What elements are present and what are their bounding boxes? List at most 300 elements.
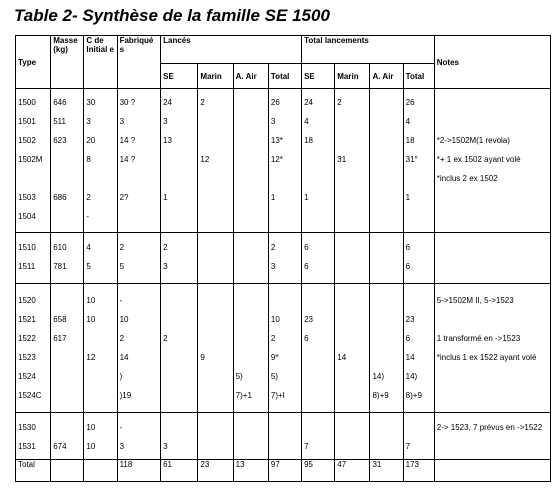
cell-line: 4 — [405, 117, 411, 126]
cell-line — [372, 418, 400, 437]
cell-line — [236, 93, 266, 112]
cell-line: 14 — [119, 353, 129, 362]
cell-line: 1522 — [18, 334, 36, 343]
cell-line — [163, 291, 195, 310]
cell-t-air — [370, 284, 403, 413]
cell-cde — [84, 233, 117, 284]
cell-line: 5 — [119, 262, 125, 271]
cell-line: 14) — [405, 372, 418, 381]
cell-t-se — [302, 233, 335, 284]
cell-t-se — [302, 89, 335, 233]
cell-line: 3 — [163, 262, 168, 271]
cell-line: 1504 — [18, 212, 36, 221]
group-row — [16, 284, 551, 413]
cell-line: 31° — [405, 155, 418, 164]
total-lances-se: 61 — [161, 460, 198, 482]
cell-line: 1 — [405, 193, 411, 202]
cell-line: 9* — [270, 353, 279, 362]
cell-cde — [84, 413, 117, 460]
cell-line: 14 ? — [119, 155, 136, 164]
cell-t-marin — [335, 284, 370, 413]
cell-line: 10 — [270, 315, 280, 324]
cell-line: 26 — [270, 98, 280, 107]
cell-line: 30 ? — [119, 98, 136, 107]
subheader-total-total: Total — [403, 64, 434, 89]
cell-line — [236, 131, 266, 150]
subheader-lances-air: A. Air — [233, 64, 268, 89]
cell-t-se — [302, 413, 335, 460]
cell-line — [337, 367, 367, 386]
cell-line — [200, 310, 230, 329]
header-masse: Masse (kg) — [51, 36, 84, 89]
cell-line: 1502 — [18, 136, 36, 145]
cell-line: 7)+I — [270, 391, 285, 400]
cell-line — [53, 386, 81, 405]
cell-line: 10 — [119, 315, 129, 324]
cell-line — [236, 310, 266, 329]
cell-line — [271, 291, 299, 310]
header-cde: C de Initial e — [84, 36, 117, 89]
table-body — [16, 89, 551, 482]
cell-line — [437, 238, 548, 257]
cell-line — [337, 169, 367, 188]
cell-line — [200, 257, 230, 276]
cell-line: 24 — [304, 98, 313, 107]
cell-line: *inclus 1 ex 1522 ayant volé — [436, 353, 537, 362]
cell-line — [200, 238, 230, 257]
cell-line — [372, 207, 400, 226]
cell-line — [337, 207, 367, 226]
cell-line: *inclus 2 ex 1502 — [436, 174, 498, 183]
cell-line: 3 — [270, 117, 276, 126]
cell-l-marin — [198, 284, 233, 413]
cell-line: 1503 — [18, 193, 36, 202]
cell-line: 5 — [86, 262, 91, 271]
cell-line — [200, 291, 230, 310]
cell-line: 646 — [53, 98, 67, 107]
cell-line: 1530 — [18, 423, 36, 432]
cell-line — [53, 418, 81, 437]
cell-line — [337, 257, 367, 276]
cell-line — [337, 418, 367, 437]
header-total-lancements: Total lancements — [302, 36, 435, 64]
cell-masse — [51, 89, 84, 233]
cell-line — [163, 367, 195, 386]
cell-line: 2? — [119, 193, 129, 202]
cell-line — [18, 169, 48, 188]
subheader-total-se: SE — [302, 64, 335, 89]
cell-line: 23 — [304, 315, 313, 324]
cell-line — [236, 329, 266, 348]
cell-l-total — [268, 233, 301, 284]
cell-line — [53, 367, 81, 386]
cell-line: 1524C — [18, 391, 42, 400]
cell-line — [304, 291, 332, 310]
cell-line — [437, 367, 548, 386]
cell-line — [86, 169, 114, 188]
cell-line — [86, 329, 114, 348]
cell-line — [163, 150, 195, 169]
cell-line — [406, 169, 432, 188]
cell-line — [236, 169, 266, 188]
cell-line — [120, 207, 159, 226]
group-row — [16, 413, 551, 460]
cell-t-air — [370, 233, 403, 284]
cell-line — [200, 418, 230, 437]
group-row — [16, 89, 551, 233]
cell-line — [304, 367, 332, 386]
cell-line — [337, 310, 367, 329]
cell-line — [86, 386, 114, 405]
cell-line: 6 — [405, 262, 411, 271]
cell-line — [236, 437, 266, 456]
cell-fab — [117, 89, 161, 233]
cell-line: 10 — [86, 296, 96, 305]
cell-line — [200, 169, 230, 188]
cell-line — [406, 207, 432, 226]
cell-line: 2 — [119, 243, 125, 252]
total-lances-total: 97 — [268, 460, 301, 482]
cell-cde — [84, 284, 117, 413]
cell-line — [163, 386, 195, 405]
subheader-lances-se: SE — [161, 64, 198, 89]
cell-t-marin — [335, 413, 370, 460]
cell-line: 10 — [86, 442, 96, 451]
header-fabriques: Fabriqué s — [117, 36, 161, 89]
cell-line — [337, 291, 367, 310]
cell-line: 3 — [119, 117, 125, 126]
cell-line — [53, 150, 81, 169]
cell-line: 8)+9 — [372, 391, 389, 400]
cell-line — [53, 207, 81, 226]
cell-masse — [51, 284, 84, 413]
cell-line: 2 — [86, 193, 91, 202]
cell-line — [271, 169, 299, 188]
cell-line: - — [119, 423, 123, 432]
cell-line: 2 — [337, 98, 342, 107]
cell-line — [337, 131, 367, 150]
synthesis-table — [15, 35, 551, 482]
cell-line: 3 — [119, 442, 125, 451]
cell-type — [16, 233, 51, 284]
cell-line — [271, 418, 299, 437]
cell-line — [236, 238, 266, 257]
cell-line — [163, 418, 195, 437]
cell-line: 24 — [163, 98, 173, 107]
cell-line — [372, 188, 400, 207]
cell-line: 1502M — [18, 155, 43, 164]
cell-l-air — [233, 233, 268, 284]
cell-line: 8 — [86, 155, 91, 164]
cell-t-marin — [335, 233, 370, 284]
cell-line: 10 — [86, 423, 96, 432]
header-lances: Lancés — [161, 36, 302, 64]
cell-line: 13 — [163, 136, 173, 145]
cell-line: 14 — [405, 353, 415, 362]
table-title: Table 2- Synthèse de la famille SE 1500 — [14, 6, 330, 25]
cell-line: - — [86, 212, 90, 221]
cell-line — [406, 418, 432, 437]
cell-line — [271, 207, 299, 226]
cell-line: 26 — [405, 98, 415, 107]
cell-notes — [434, 233, 550, 284]
cell-line — [236, 348, 266, 367]
cell-line — [120, 169, 159, 188]
cell-line — [437, 188, 548, 207]
cell-line: 1 — [163, 193, 168, 202]
cell-l-marin — [198, 413, 233, 460]
cell-line: 31 — [337, 155, 347, 164]
cell-line: 14 — [337, 353, 347, 362]
cell-line — [372, 310, 400, 329]
cell-line — [437, 93, 548, 112]
cell-line — [236, 150, 266, 169]
cell-l-se — [161, 233, 198, 284]
subheader-lances-total: Total — [268, 64, 301, 89]
cell-line: 12* — [270, 155, 283, 164]
cell-type — [16, 413, 51, 460]
cell-l-marin — [198, 89, 233, 233]
cell-line — [337, 329, 367, 348]
cell-line — [337, 437, 367, 456]
total-lancements-marin: 47 — [335, 460, 370, 482]
cell-line: 623 — [53, 136, 67, 145]
cell-line: 3 — [163, 442, 168, 451]
cell-line: 9 — [200, 353, 205, 362]
cell-line — [236, 418, 266, 437]
cell-line — [372, 169, 400, 188]
cell-line: 1501 — [18, 117, 36, 126]
cell-line: 1531 — [18, 442, 36, 451]
cell-type — [16, 284, 51, 413]
cell-line — [200, 188, 230, 207]
cell-line — [53, 348, 81, 367]
cell-line: 6 — [304, 334, 309, 343]
cell-line — [337, 386, 367, 405]
cell-line — [304, 150, 332, 169]
cell-line — [163, 169, 195, 188]
cell-t-air — [370, 413, 403, 460]
cell-line: 6 — [405, 334, 411, 343]
cell-line: 20 — [86, 136, 96, 145]
cell-line — [372, 257, 400, 276]
cell-line: 18 — [405, 136, 415, 145]
total-lancements-air: 31 — [370, 460, 403, 482]
cell-line: ) — [119, 372, 123, 381]
cell-line: *+ 1 ex 1502 ayant volé — [436, 155, 521, 164]
total-row — [16, 460, 551, 482]
subheader-lances-marin: Marin — [198, 64, 233, 89]
total-lances-air: 13 — [233, 460, 268, 482]
cell-line: 12 — [86, 353, 96, 362]
cell-line: 658 — [53, 315, 67, 324]
cell-line — [236, 188, 266, 207]
cell-line: 1 — [304, 193, 309, 202]
cell-line: 7 — [405, 442, 411, 451]
cell-line: 1520 — [18, 296, 36, 305]
group-row — [16, 233, 551, 284]
cell-l-total — [268, 284, 301, 413]
cell-line — [372, 238, 400, 257]
cell-masse — [51, 233, 84, 284]
cell-line — [304, 348, 332, 367]
cell-line — [304, 386, 332, 405]
cell-line: 2 — [270, 243, 276, 252]
cell-line — [53, 169, 81, 188]
cell-line — [200, 437, 230, 456]
cell-line — [304, 418, 332, 437]
cell-line: 5) — [270, 372, 279, 381]
cell-line — [437, 310, 548, 329]
cell-line: 1523 — [18, 353, 36, 362]
cell-line — [437, 386, 548, 405]
cell-t-total — [403, 284, 434, 413]
header-notes: Notes — [434, 36, 550, 89]
cell-line — [200, 112, 230, 131]
cell-line: 3 — [270, 262, 276, 271]
cell-line: 3 — [163, 117, 168, 126]
cell-line: 2 — [163, 334, 168, 343]
cell-line — [200, 131, 230, 150]
cell-line: 23 — [405, 315, 415, 324]
cell-line — [437, 257, 548, 276]
cell-line — [337, 238, 367, 257]
cell-line — [372, 150, 400, 169]
cell-line: 8)+9 — [405, 391, 422, 400]
cell-line — [271, 437, 299, 456]
cell-l-air — [233, 89, 268, 233]
cell-line: 1 — [270, 193, 276, 202]
cell-line — [236, 112, 266, 131]
cell-line: 7)+1 — [235, 391, 252, 400]
cell-line: 1524 — [18, 372, 36, 381]
total-fabriques: 118 — [117, 460, 161, 482]
cell-line: 617 — [53, 334, 67, 343]
cell-fab — [117, 284, 161, 413]
cell-t-air — [370, 89, 403, 233]
cell-line: 1500 — [18, 98, 36, 107]
cell-line: 2 — [119, 334, 125, 343]
cell-line — [372, 348, 400, 367]
cell-line — [372, 437, 400, 456]
cell-cde — [84, 89, 117, 233]
cell-notes — [434, 89, 550, 233]
cell-fab — [117, 233, 161, 284]
cell-line — [372, 131, 400, 150]
cell-line — [337, 188, 367, 207]
total-label: Total — [16, 460, 51, 482]
cell-line: 10 — [86, 315, 96, 324]
cell-line: 2 — [163, 243, 168, 252]
cell-line — [53, 291, 81, 310]
cell-line: 686 — [53, 193, 67, 202]
cell-line: 4 — [304, 117, 309, 126]
cell-line — [437, 112, 548, 131]
cell-notes — [434, 413, 550, 460]
cell-line: 14 ? — [119, 136, 136, 145]
cell-line: 3 — [86, 117, 91, 126]
total-lances-marin: 23 — [198, 460, 233, 482]
cell-l-total — [268, 89, 301, 233]
cell-line — [437, 207, 548, 226]
cell-notes — [434, 284, 550, 413]
cell-line — [163, 348, 195, 367]
cell-l-se — [161, 284, 198, 413]
cell-line — [163, 207, 195, 226]
cell-line — [437, 437, 548, 456]
total-lancements-se: 95 — [302, 460, 335, 482]
cell-line: 5) — [235, 372, 243, 381]
cell-line: 4 — [86, 243, 91, 252]
cell-line: )19 — [119, 391, 132, 400]
cell-t-marin — [335, 89, 370, 233]
cell-line: - — [119, 296, 123, 305]
cell-t-se — [302, 284, 335, 413]
cell-line: 6 — [405, 243, 411, 252]
cell-line: 781 — [53, 262, 67, 271]
total-notes — [434, 460, 550, 482]
cell-line: 610 — [53, 243, 67, 252]
cell-line: 1521 — [18, 315, 36, 324]
total-cde — [84, 460, 117, 482]
cell-line: 511 — [53, 117, 66, 126]
cell-line: 6 — [304, 262, 309, 271]
cell-line: 13* — [270, 136, 283, 145]
cell-line: 12 — [200, 155, 210, 164]
cell-line — [236, 291, 266, 310]
subheader-total-marin: Marin — [335, 64, 370, 89]
cell-line — [304, 169, 332, 188]
cell-line: 14) — [372, 372, 385, 381]
cell-line: 674 — [53, 442, 67, 451]
cell-l-marin — [198, 233, 233, 284]
cell-line — [200, 367, 230, 386]
cell-l-se — [161, 89, 198, 233]
cell-line — [200, 207, 230, 226]
header-type: Type — [16, 36, 51, 89]
cell-line — [163, 310, 195, 329]
cell-line: 18 — [304, 136, 313, 145]
cell-line: 1 transformé en ->1523 — [436, 334, 521, 343]
cell-line: 2 — [200, 98, 205, 107]
cell-fab — [117, 413, 161, 460]
cell-type — [16, 89, 51, 233]
cell-line — [200, 329, 230, 348]
cell-line: 2-> 1523, 7 prévus en ->1522 — [436, 423, 543, 432]
cell-line: 1511 — [18, 262, 36, 271]
cell-line — [406, 291, 432, 310]
cell-t-total — [403, 89, 434, 233]
cell-line — [372, 329, 400, 348]
cell-l-total — [268, 413, 301, 460]
cell-line — [304, 207, 332, 226]
cell-line — [236, 207, 266, 226]
cell-line — [236, 257, 266, 276]
subheader-total-air: A. Air — [370, 64, 403, 89]
cell-line: *2->1502M(1 revola) — [436, 136, 510, 145]
cell-l-se — [161, 413, 198, 460]
cell-line: 7 — [304, 442, 309, 451]
cell-line — [372, 291, 400, 310]
cell-line: 2 — [270, 334, 276, 343]
cell-l-air — [233, 284, 268, 413]
cell-line: 30 — [86, 98, 96, 107]
total-lancements-total: 173 — [403, 460, 434, 482]
cell-t-total — [403, 413, 434, 460]
cell-line: 6 — [304, 243, 309, 252]
cell-line — [337, 112, 367, 131]
cell-line: 1510 — [18, 243, 36, 252]
